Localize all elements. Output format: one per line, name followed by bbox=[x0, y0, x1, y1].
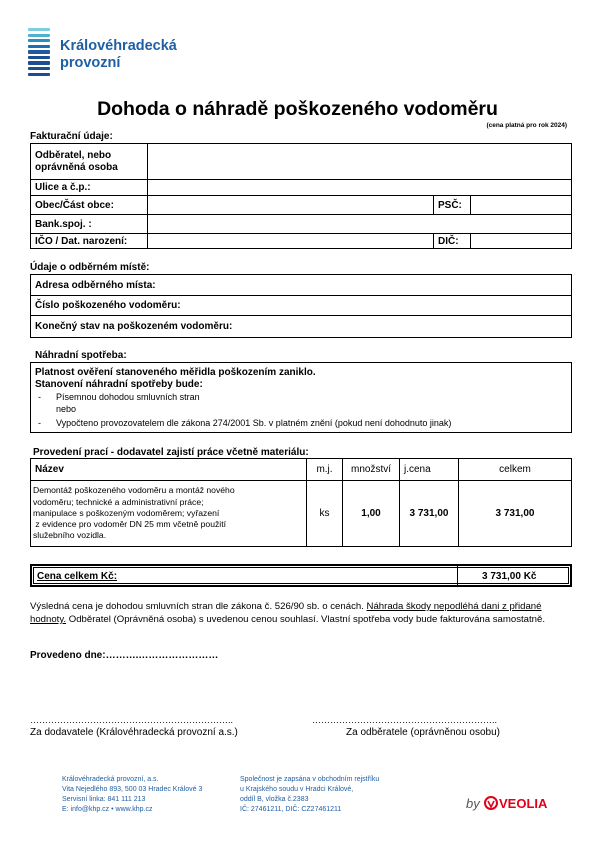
works-header-total: celkem bbox=[459, 459, 572, 481]
logo-stripe bbox=[28, 39, 50, 42]
signature-label-supplier: Za dodavatele (Královéhradecká provozní a.s.) bbox=[30, 727, 238, 738]
works-header-qty: množství bbox=[343, 459, 400, 481]
zip-field[interactable] bbox=[471, 196, 572, 215]
works-header-price: j.cena bbox=[400, 459, 459, 481]
logo-stripe bbox=[28, 45, 50, 48]
logo-line2: provozní bbox=[60, 55, 121, 71]
total-value: 3 731,00 Kč bbox=[482, 571, 537, 582]
customer-field[interactable] bbox=[148, 144, 572, 180]
works-header-unit: m.j. bbox=[307, 459, 343, 481]
logo-stripe bbox=[28, 61, 50, 64]
replacement-opt2: Vypočteno provozovatelem dle zákona 274/2001 Sb. v platném znění (pokud není dohodnuto jinak) bbox=[56, 418, 452, 428]
ico-label: IČO / Dat. narození: bbox=[31, 234, 148, 249]
desc-line: služebního vozidla. bbox=[33, 530, 107, 541]
works-header-name: Název bbox=[31, 459, 307, 481]
city-field[interactable] bbox=[148, 196, 434, 215]
logo-stripe bbox=[28, 28, 50, 31]
by-label: by bbox=[466, 796, 480, 811]
city-label: Obec/Část obce: bbox=[31, 196, 148, 215]
ico-field[interactable] bbox=[148, 234, 434, 249]
signature-line-customer[interactable]: …………………………………………………….. bbox=[312, 715, 498, 725]
bank-field[interactable] bbox=[148, 215, 572, 234]
customer-label: Odběratel, nebo oprávněná osoba bbox=[31, 144, 148, 180]
replacement-line2: Stanovení náhradní spotřeby bude: bbox=[35, 379, 203, 390]
done-date: Provedeno dne:……….…………………… bbox=[30, 650, 219, 661]
logo bbox=[60, 38, 177, 72]
logo-stripe bbox=[28, 73, 50, 76]
zip-label: PSČ: bbox=[434, 196, 471, 215]
replacement-opt1a: Písemnou dohodou smluvních stran bbox=[56, 392, 200, 402]
bank-label: Bank.spoj. : bbox=[31, 215, 148, 234]
site-final-state-label: Konečný stav na poškozeném vodoměru: bbox=[35, 321, 233, 332]
footer-phone: Servisní linka: 841 111 213 bbox=[62, 796, 146, 803]
works-label: Provedení prací - dodavatel zajistí práce včetně materiálu: bbox=[33, 447, 309, 458]
replacement-line1: Platnost ověření stanoveného měřidla poškozením zaniklo. bbox=[35, 367, 316, 378]
billing-table bbox=[30, 143, 572, 249]
agreement-part1: Výsledná cena je dohodou smluvních stran dle zákona č. 526/90 sb. o cenách. bbox=[30, 601, 367, 612]
site-label: Údaje o odběrném místě: bbox=[30, 262, 150, 273]
logo-stripe bbox=[28, 67, 50, 70]
billing-label: Fakturační údaje: bbox=[30, 131, 113, 142]
footer-address: Vita Nejedlého 893, 500 03 Hradec Králové 3 bbox=[62, 786, 203, 793]
veolia-logo-icon bbox=[484, 796, 498, 810]
street-label: Ulice a č.p.: bbox=[31, 180, 148, 196]
works-row-total: 3 731,00 bbox=[459, 481, 572, 547]
logo-line1: Královéhradecká bbox=[60, 38, 177, 54]
logo-stripe bbox=[28, 50, 50, 53]
bullet-dash-1: - bbox=[38, 392, 41, 402]
footer-right bbox=[240, 775, 379, 815]
price-note: (cena platná pro rok 2024) bbox=[486, 122, 567, 129]
agreement-part3: Odběratel (Oprávněná osoba) s uvedenou cenou souhlasí. Vlastní spotřeba vody bude fakturována samostatně. bbox=[66, 614, 546, 625]
desc-line: Demontáž poškozeného vodoměru a montáž nového bbox=[33, 485, 235, 496]
logo-stripe bbox=[28, 56, 50, 59]
dic-label: DIČ: bbox=[434, 234, 471, 249]
works-table bbox=[30, 458, 572, 547]
works-row-desc bbox=[31, 481, 307, 547]
agreement-text bbox=[30, 600, 572, 626]
works-row-price: 3 731,00 bbox=[400, 481, 459, 547]
signature-label-customer: Za odběratele (oprávněnou osobu) bbox=[346, 727, 500, 738]
dic-field[interactable] bbox=[471, 234, 572, 249]
veolia-logo-text: VEOLIA bbox=[499, 796, 548, 811]
logo-stripes bbox=[28, 28, 50, 84]
site-address-label: Adresa odběrného místa: bbox=[35, 280, 156, 291]
agreement-part2: Náhrada škody nepodléhá dani z přidané hodnoty. bbox=[30, 601, 542, 625]
desc-line: vodoměru; technické a administrativní práce; bbox=[33, 496, 204, 507]
signature-line-supplier[interactable]: ………………………………………………………….. bbox=[30, 715, 234, 725]
logo-stripe bbox=[28, 34, 50, 37]
street-field[interactable] bbox=[148, 180, 572, 196]
works-row-unit: ks bbox=[307, 481, 343, 547]
site-meter-label: Číslo poškozeného vodoměru: bbox=[35, 300, 181, 311]
footer-left bbox=[62, 775, 202, 815]
footer-ids: IČ: 27461211, DIČ: CZ27461211 bbox=[240, 806, 342, 813]
footer-contacts: E: info@khp.cz • www.khp.cz bbox=[62, 806, 153, 813]
replacement-opt1b: nebo bbox=[56, 404, 77, 414]
bullet-dash-2: - bbox=[38, 418, 41, 428]
replacement-label: Náhradní spotřeba: bbox=[35, 350, 127, 361]
footer-company: Královéhradecká provozní, a.s. bbox=[62, 776, 159, 783]
total-label: Cena celkem Kč: bbox=[37, 571, 118, 582]
desc-line: z evidence pro vodoměr DN 25 mm včetně použití bbox=[33, 519, 226, 530]
works-row-qty: 1,00 bbox=[343, 481, 400, 547]
footer-registry: Společnost je zapsána v obchodním rejstříku bbox=[240, 776, 380, 783]
total-box bbox=[30, 564, 572, 587]
page-title: Dohoda o náhradě poškozeného vodoměru bbox=[97, 98, 498, 120]
desc-line: manipulace s poškozeným vodoměrem; vyřazení bbox=[33, 507, 220, 518]
footer-section: oddíl B, vložka č.2383 bbox=[240, 796, 309, 803]
footer-court: u Krajského soudu v Hradci Králové, bbox=[240, 786, 354, 793]
